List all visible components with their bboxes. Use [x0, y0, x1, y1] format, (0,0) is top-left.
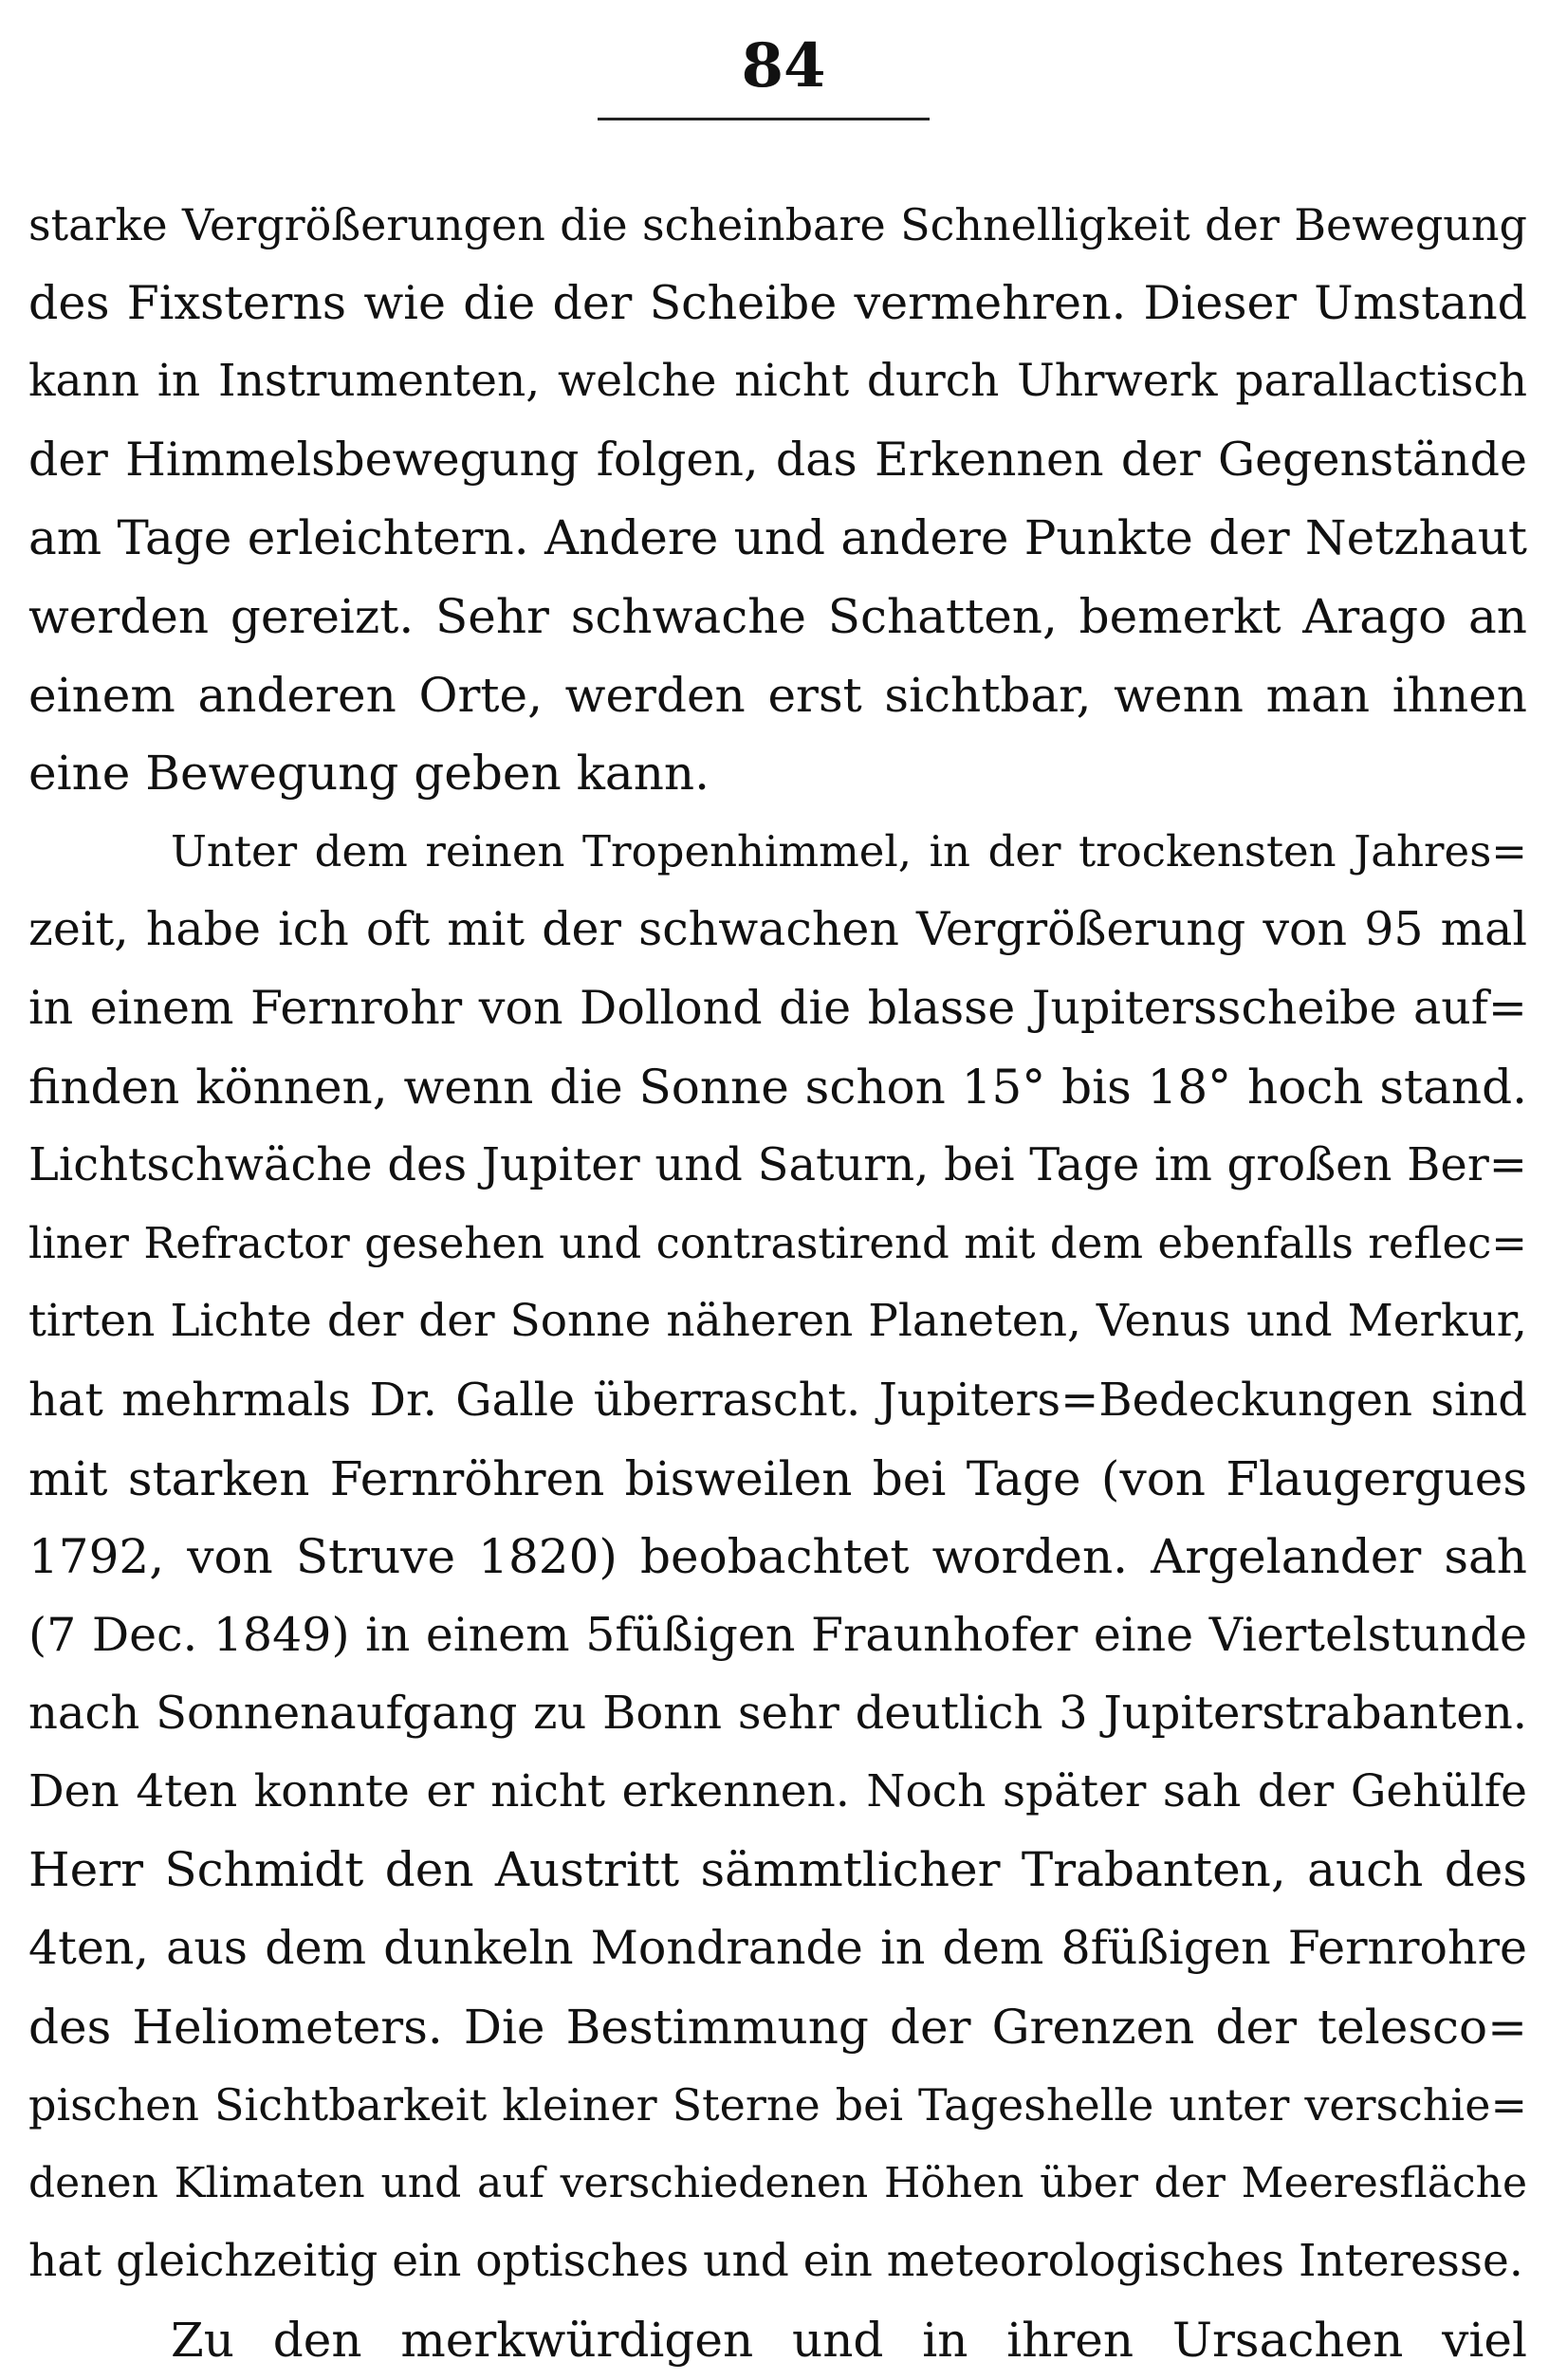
text-line: starke Vergrößerungen die scheinbare Schnelligkeit der Bewegung — [28, 199, 1527, 250]
text-line: der Himmelsbewegung folgen, das Erkennen der Gegenstände — [28, 432, 1527, 487]
text-line: in einem Fernrohr von Dollond die blasse Jupitersscheibe auf= — [28, 980, 1527, 1035]
text-line: zeit, habe ich oft mit der schwachen Vergrößerung von 95 mal — [28, 902, 1527, 957]
text-line: des Heliometers. Die Bestimmung der Grenzen der telesco= — [28, 1999, 1527, 2055]
text-line: Lichtschwäche des Jupiter und Saturn, bei Tage im großen Ber= — [28, 1138, 1527, 1192]
text-line: hat mehrmals Dr. Galle überrascht. Jupiters=Bedeckungen sind — [28, 1373, 1527, 1427]
text-line: nach Sonnenaufgang zu Bonn sehr deutlich 3 Jupiterstrabanten. — [28, 1687, 1527, 1741]
text-line: 4ten, aus dem dunkeln Mondrande in dem 8füßigen Fernrohre — [28, 1921, 1527, 1976]
text-line: einem anderen Orte, werden erst sichtbar, wenn man ihnen — [28, 667, 1527, 723]
header-rule — [598, 118, 930, 120]
text-line: Zu den merkwürdigen und in ihren Ursachen viel — [171, 2313, 1527, 2369]
text-line: kann in Instrumenten, welche nicht durch Uhrwerk parallactisch — [28, 355, 1527, 408]
text-line: am Tage erleichtern. Andere und andere Punkte der Netzhaut — [28, 510, 1527, 566]
text-line: finden können, wenn die Sonne schon 15° bis 18° hoch stand. — [28, 1059, 1527, 1115]
body-text — [28, 186, 1527, 2380]
page-number: 84 — [741, 30, 826, 101]
text-line: mit starken Fernröhren bisweilen bei Tage (von Flaugergues — [28, 1450, 1527, 1506]
text-line: Unter dem reinen Tropenhimmel, in der trockensten Jahres= — [171, 825, 1527, 876]
text-line: Den 4ten konnte er nicht erkennen. Noch später sah der Gehülfe — [28, 1764, 1527, 1817]
text-line: pischen Sichtbarkeit kleiner Sterne bei Tageshelle unter verschie= — [28, 2079, 1527, 2131]
text-line: 1792, von Struve 1820) beobachtet worden. Argelander sah — [28, 1529, 1527, 1585]
text-line: des Fixsterns wie die der Scheibe vermehren. Dieser Umstand — [28, 275, 1527, 330]
text-line: hat gleichzeitig ein optisches und ein meteorologisches Interesse. — [28, 2235, 1523, 2288]
text-line: werden gereizt. Sehr schwache Schatten, bemerkt Arago an — [28, 588, 1527, 644]
text-line: liner Refractor gesehen und contrastirend mit dem ebenfalls reflec= — [28, 1217, 1527, 1268]
text-line: denen Klimaten und auf verschiedenen Höhen über der Meeresfläche — [28, 2158, 1527, 2207]
text-line: tirten Lichte der der Sonne näheren Planeten, Venus und Merkur, — [28, 1295, 1527, 1348]
text-line: Herr Schmidt den Austritt sämmtlicher Trabanten, auch des — [28, 1842, 1527, 1898]
text-line: (7 Dec. 1849) in einem 5füßigen Fraunhofer eine Viertelstunde — [28, 1607, 1527, 1662]
text-line: eine Bewegung geben kann. — [28, 746, 710, 802]
